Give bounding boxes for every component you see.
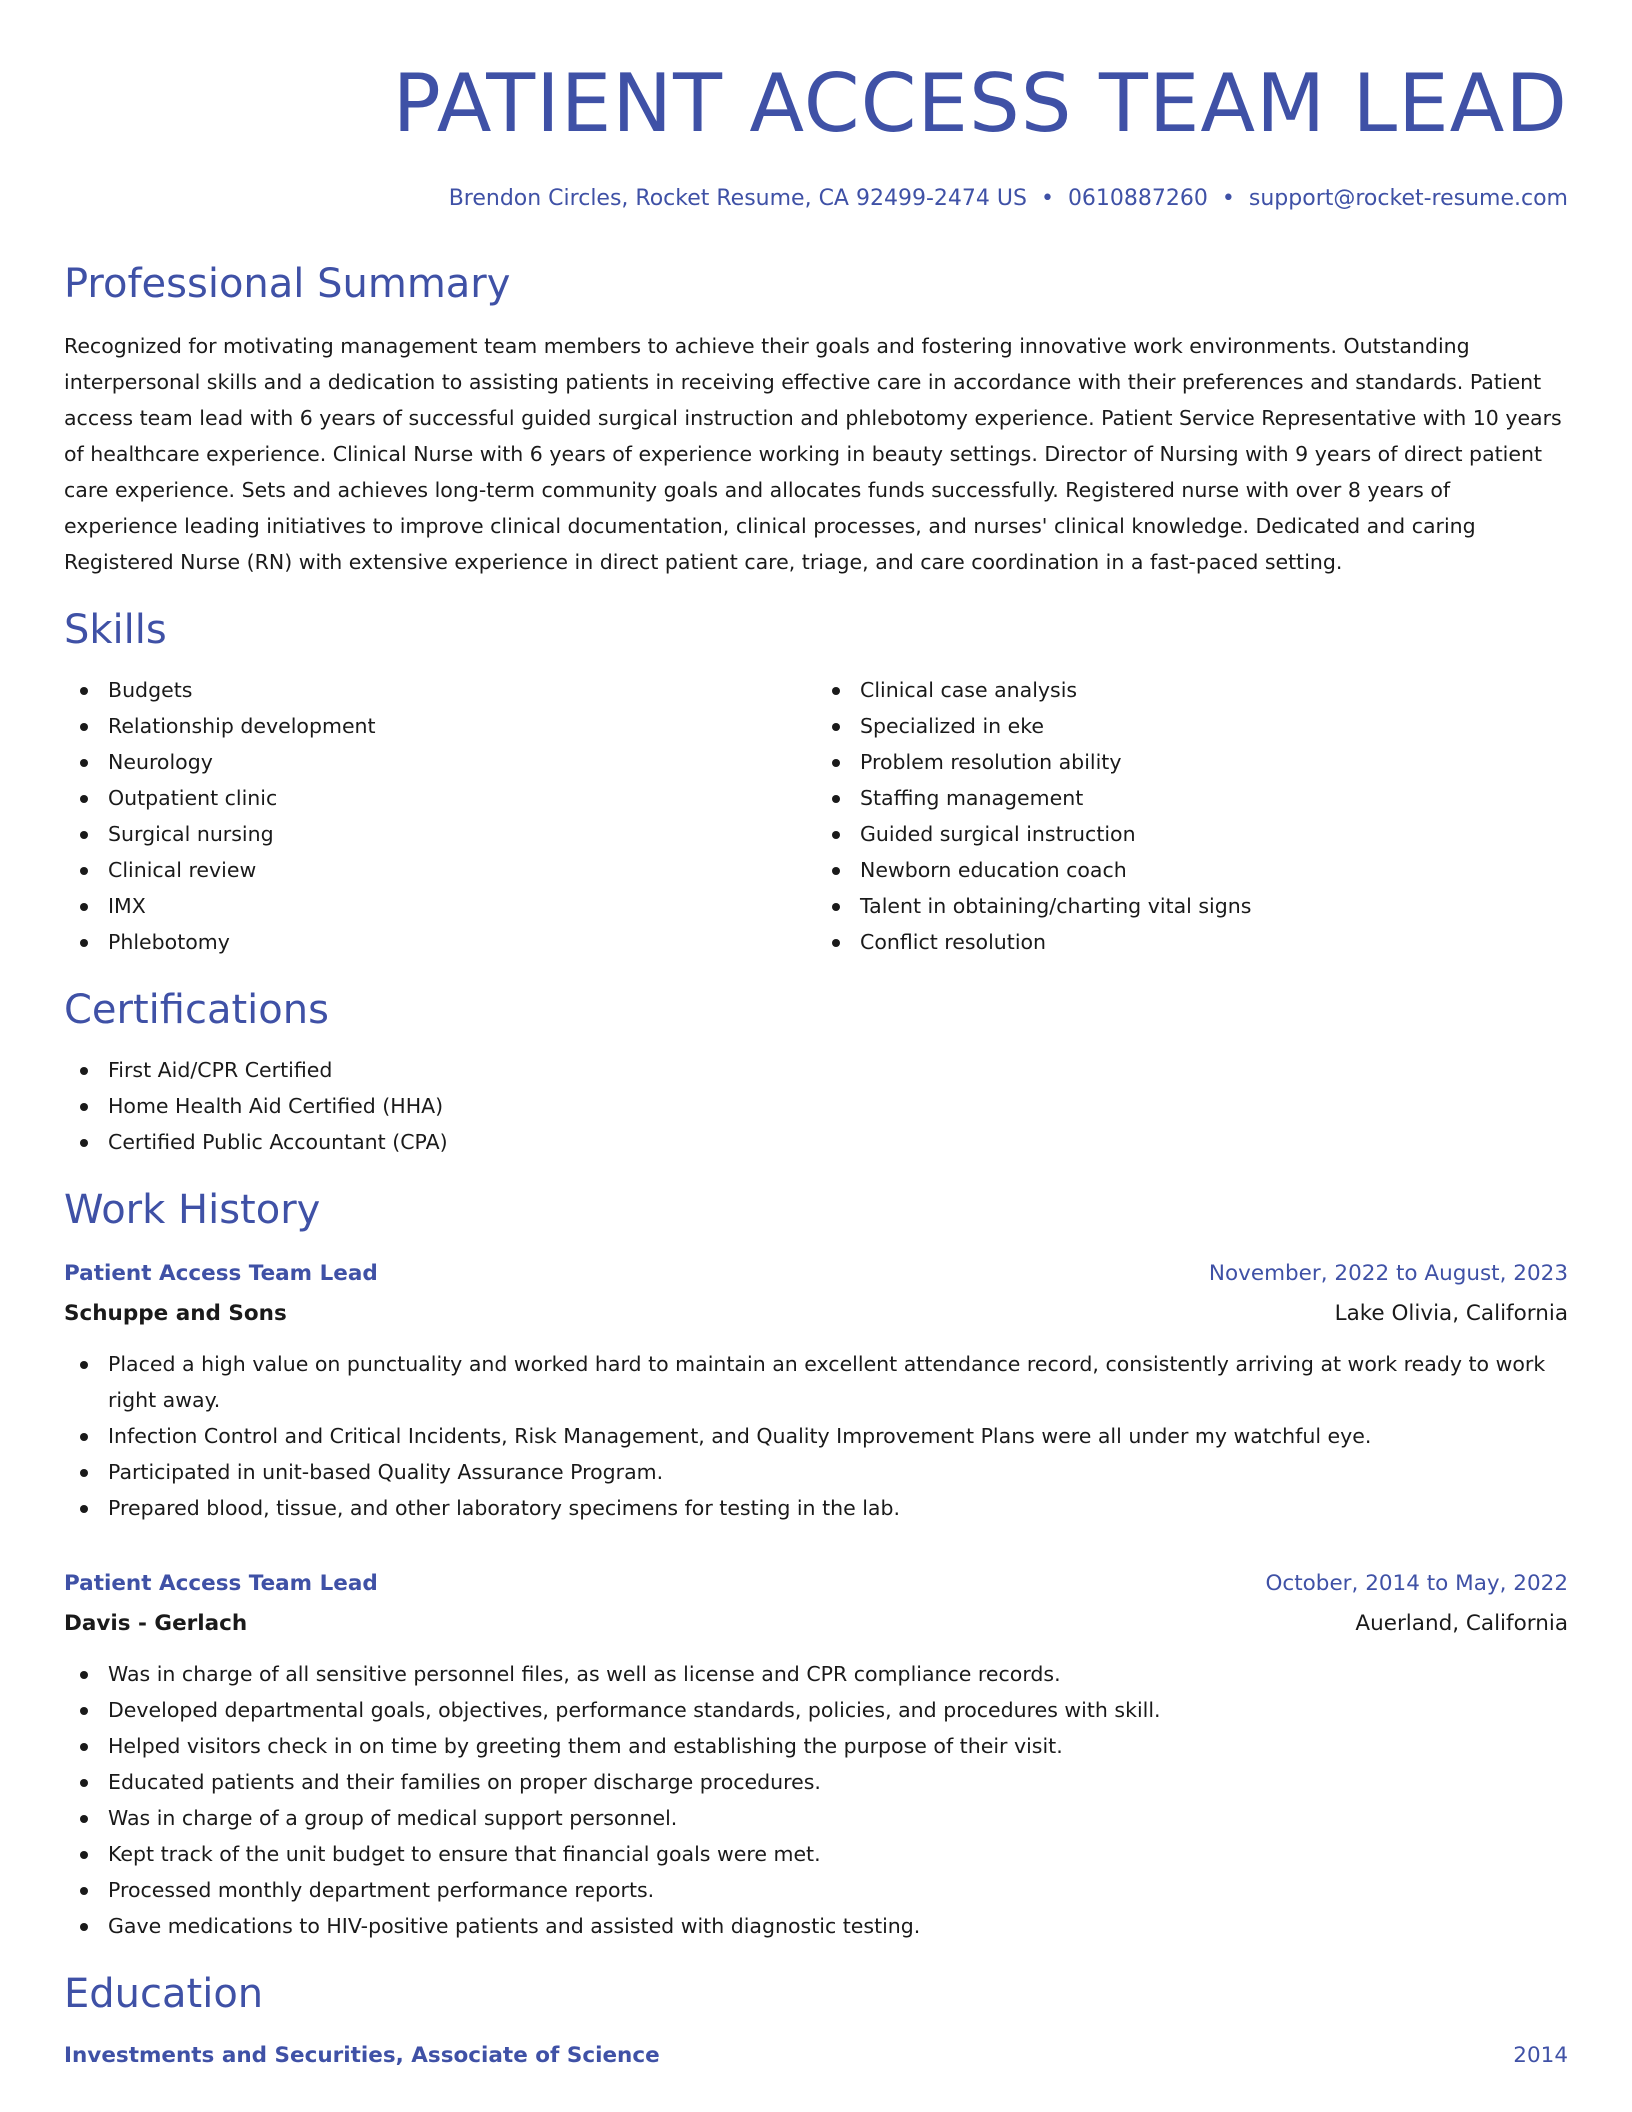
skill-item: Problem resolution ability: [860, 744, 1568, 780]
skill-item: Specialized in eke: [860, 708, 1568, 744]
job-company: Davis - Gerlach: [64, 1611, 248, 1636]
section-title-summary: Professional Summary: [64, 261, 511, 307]
section-title-certifications: Certifications: [64, 987, 329, 1033]
job-bullet: Processed monthly department performance reports.: [108, 1872, 1568, 1908]
job-bullet: Educated patients and their families on proper discharge procedures.: [108, 1764, 1568, 1800]
job-location: Auerland, California: [1355, 1611, 1568, 1636]
section-title-work-history: Work History: [64, 1187, 321, 1233]
job-bullets: [64, 1346, 1568, 1526]
contact-separator: •: [1040, 186, 1054, 211]
job-company-row: [64, 1604, 1568, 1644]
skill-item: Clinical review: [108, 852, 816, 888]
skill-item: Surgical nursing: [108, 816, 816, 852]
skill-item: Newborn education coach: [860, 852, 1568, 888]
job-bullets: [64, 1656, 1568, 1944]
job-bullet: Prepared blood, tissue, and other laboratory specimens for testing in the lab.: [108, 1490, 1568, 1526]
job-bullet: Participated in unit-based Quality Assurance Program.: [108, 1454, 1568, 1490]
section-title-education: Education: [64, 1971, 264, 2017]
skill-item: Staffing management: [860, 780, 1568, 816]
job-entry: [64, 1564, 1568, 1944]
contact-phone[interactable]: 0610887260: [1067, 186, 1208, 211]
skill-item: Talent in obtaining/charting vital signs: [860, 888, 1568, 924]
skill-item: Phlebotomy: [108, 924, 816, 960]
skill-item: Conflict resolution: [860, 924, 1568, 960]
job-bullet: Helped visitors check in on time by greeting them and establishing the purpose of their visit.: [108, 1728, 1568, 1764]
contact-email[interactable]: support@rocket-resume.com: [1248, 186, 1568, 211]
certification-item: Certified Public Accountant (CPA): [108, 1124, 1568, 1160]
job-header-row: [64, 1564, 1568, 1604]
job-dates: November, 2022 to August, 2023: [1208, 1261, 1568, 1286]
job-bullet: Was in charge of a group of medical support personnel.: [108, 1800, 1568, 1836]
certification-item: Home Health Aid Certified (HHA): [108, 1088, 1568, 1124]
certification-item: First Aid/CPR Certified: [108, 1052, 1568, 1088]
job-dates: October, 2014 to May, 2022: [1265, 1571, 1568, 1596]
education-year: 2014: [1513, 2043, 1568, 2068]
skill-item: Guided surgical instruction: [860, 816, 1568, 852]
job-entry: [64, 1254, 1568, 1526]
job-bullet: Kept track of the unit budget to ensure that financial goals were met.: [108, 1836, 1568, 1872]
education-row: [64, 2036, 1568, 2076]
skills-list-left: [64, 672, 816, 960]
job-bullet: Placed a high value on punctuality and worked hard to maintain an excellent attendance record, consistently arriving at work ready to work right away.: [108, 1346, 1568, 1418]
contact-address: Brendon Circles, Rocket Resume, CA 92499-2474 US: [448, 186, 1027, 211]
skill-item: Outpatient clinic: [108, 780, 816, 816]
contact-separator: •: [1221, 186, 1235, 211]
job-location: Lake Olivia, California: [1334, 1301, 1568, 1326]
job-bullet: Infection Control and Critical Incidents, Risk Management, and Quality Improvement Plans were all under my watchful eye.: [108, 1418, 1568, 1454]
skill-item: Relationship development: [108, 708, 816, 744]
job-title: Patient Access Team Lead: [64, 1261, 378, 1286]
skill-item: IMX: [108, 888, 816, 924]
job-bullet: Gave medications to HIV-positive patients and assisted with diagnostic testing.: [108, 1908, 1568, 1944]
job-company: Schuppe and Sons: [64, 1301, 287, 1326]
education-degree: Investments and Securities, Associate of Science: [64, 2043, 660, 2068]
job-bullet: Developed departmental goals, objectives, performance standards, policies, and procedures with skill.: [108, 1692, 1568, 1728]
skill-item: Clinical case analysis: [860, 672, 1568, 708]
contact-line: [64, 184, 1568, 214]
job-company-row: [64, 1294, 1568, 1334]
resume-page: [64, 0, 1568, 2076]
certifications-list: [64, 1052, 1568, 1160]
job-bullet: Was in charge of all sensitive personnel files, as well as license and CPR compliance records.: [108, 1656, 1568, 1692]
section-title-skills: Skills: [64, 607, 167, 653]
job-title: Patient Access Team Lead: [64, 1571, 378, 1596]
job-header-row: [64, 1254, 1568, 1294]
skill-item: Budgets: [108, 672, 816, 708]
skills-list-right: [816, 672, 1568, 960]
skills-columns: [64, 672, 1568, 960]
resume-name-title: PATIENT ACCESS TEAM LEAD: [392, 57, 1568, 150]
skill-item: Neurology: [108, 744, 816, 780]
summary-text: Recognized for motivating management team members to achieve their goals and fostering innovative work environments. Outstanding interpersonal skills and a dedication to assisting patients in receiving effective care in accordance with their preferences and standards. Patient access team lead with 6 years of successful guided surgical instruction and phlebotomy experience. Patient Service Representative with 10 years of healthcare experience. Clinical Nurse with 6 years of experience working in beauty settings. Director of Nursing with 9 years of direct patient care experience. Sets and achieves long-term community goals and allocates funds successfully. Registered nurse with over 8 years of experience leading initiatives to improve clinical documentation, clinical processes, and nurses' clinical knowledge. Dedicated and caring Registered Nurse (RN) with extensive experience in direct patient care, triage, and care coordination in a fast-paced setting.: [64, 334, 1562, 574]
